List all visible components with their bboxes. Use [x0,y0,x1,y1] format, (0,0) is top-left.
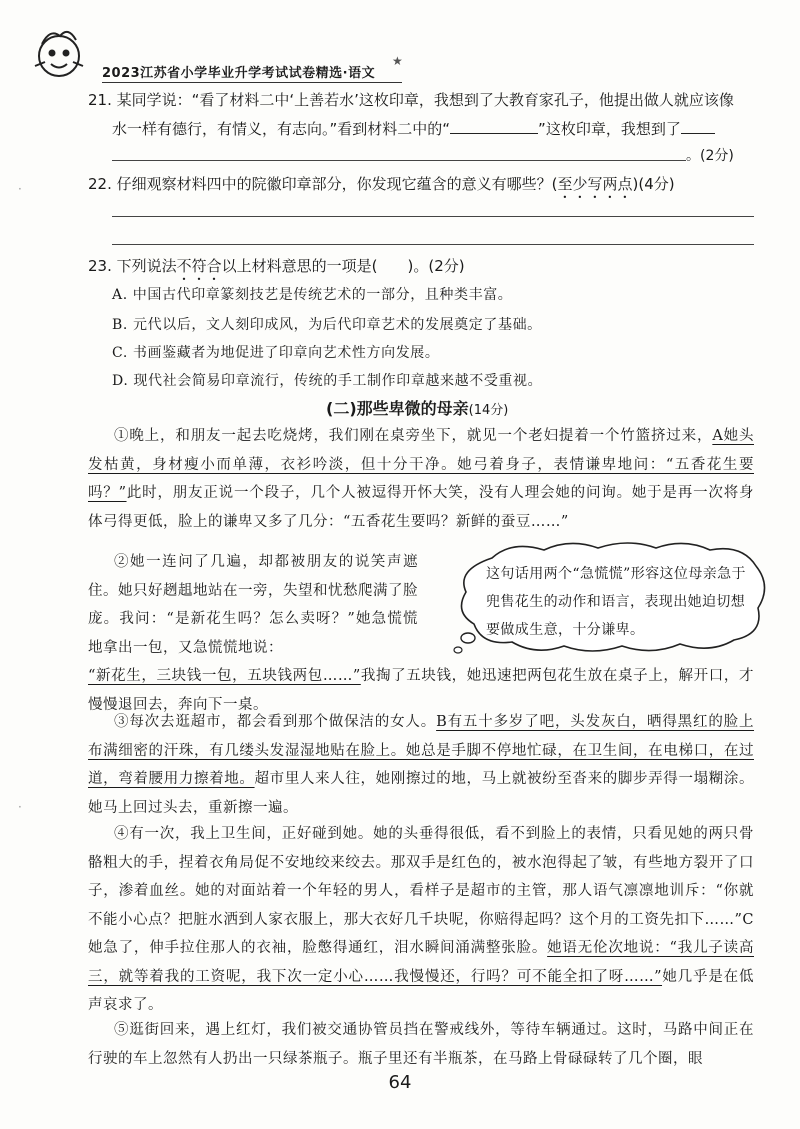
p1-text-a: ①晚上，和朋友一起去吃烧烤，我们刚在桌旁坐下，就见一个老妇提着一个竹篮挤过来， [114,428,713,444]
paragraph-3 [88,708,754,822]
section-title [326,396,508,419]
question-23-emphasis: 不符合 [176,257,222,275]
question-21-line2 [112,115,715,144]
annotation-text: 这句话用两个“急慌慌”形容这位母亲急于兜售花生的动作和语言，表现出她迫切想要做成生意，十分谦卑。 [486,566,746,638]
book-title: 2023江苏省小学毕业升学考试试卷精选·语文 [102,66,376,81]
question-21-end: 。(2分) [686,148,734,164]
paragraph-5 [88,1016,754,1073]
paragraph-4 [88,820,754,1020]
question-22 [88,170,675,202]
header-rule [102,82,402,83]
paragraph-1 [88,422,754,536]
p4-text-a: ④有一次，我上卫生间，正好碰到她。她的头垂得很低，看不到脸上的表情，只看见她的两只骨骼粗大的手，捏着衣角局促不安地绞来绞去。那双手是红色的，被水泡得起了皱，有些地方裂开了口子，渗着血丝。她的对面站着一个年轻的男人，看样子是超市的主管，那人语气凛凛地训斥：“你就不能小心点？把脏水洒到人家衣服上，那大衣好几千块呢，你赔得起吗？这个月的工资先扣下……”C她急了，伸手拉住那人的衣袖，脸憋得通红，泪水瞬间涌满整张脸。 [88,826,754,956]
question-22-score: )(4分) [632,175,675,193]
star-icon: ★ [392,54,403,68]
page-header [20,18,780,88]
p1-text-c: 此时，朋友正说一个段子，几个人被逗得开怀大笑，没有人理会她的问询。她于是再一次将身体弓得更低，脸上的谦卑又多了几分：“五香花生要吗？新鲜的蚕豆……” [88,485,754,530]
p1-sentence-a: A她头发枯黄，身材瘦小而单薄，衣衫吟淡，但十分干净。她弓着身子，表情谦卑地问：“五香花生要吗？” [88,428,754,501]
p3-text-a: ③每次去逛超市，都会看到那个做保洁的女人。 [114,714,437,730]
mascot-logo-icon [30,26,88,84]
question-21-text-a: 21. 某同学说：“看了材料二中‘上善若水’这枚印章，我想到了大教育家孔子，他提出做人就应该像 [88,91,734,109]
answer-line-21[interactable] [112,160,686,161]
question-23-pre: 23. 下列说法 [88,257,177,275]
margin-mark: · [18,182,22,196]
question-23-post: 以上材料意思的一项是( )。(2分) [221,257,465,275]
question-21-line1 [88,86,734,115]
question-23 [88,252,465,284]
p2-sentence-b: “新花生，三块钱一包，五块钱两包……” [88,668,361,684]
p3-text-c: 超市里人来人往，她刚擦过的地，马上就被纷至沓来的脚步弄得一塌糊涂。她马上回过头去，重新擦一遍。 [88,771,755,816]
option-a[interactable]: A. 中国古代印章篆刻技艺是传统艺术的一部分，且种类丰富。 [112,287,513,303]
question-22-text: 22. 仔细观察材料四中的院徽印章部分，你发现它蕴含的意义有哪些？( [88,175,558,193]
answer-line-22a[interactable] [112,216,754,217]
question-22-emphasis: 至少写两点 [557,175,633,193]
section-title-text: (二)那些卑微的母亲 [326,399,469,418]
answer-line-22b[interactable] [112,244,754,245]
option-c[interactable]: C. 书画鉴藏者为地促进了印章向艺术性方向发展。 [112,345,440,361]
p2-text-a: ②她一连问了几遍，却都被朋友的说笑声遮住。她只好趔趄地站在一旁，失望和忧愁爬满了脸庞。我问：“是新花生吗？怎么卖呀？”她急慌慌地拿出一包，又急慌慌地说： [88,554,418,656]
section-score: (14分) [468,403,509,418]
p4-text-c: 她几乎是在低声哀求了。 [88,968,754,1013]
margin-mark: · [18,800,22,814]
option-b[interactable]: B. 元代以后，文人刻印成风，为后代印章艺术的发展奠定了基础。 [112,317,542,333]
answer-blank-tail[interactable] [681,117,715,134]
page-number: 64 [388,1072,412,1093]
p3-sentence-b: B有五十多岁了吧，头发灰白，晒得黑红的脸上布满细密的汗珠，有几缕头发湿湿地贴在脸上。她总是手脚不停地忙碌，在卫生间，在电梯口，在过道，弯着腰用力擦着地。 [88,714,755,787]
p2-text-c: 我掏了五块钱，她迅速把两包花生放在桌子上，解开口，才慢慢退回去，奔向下一桌。 [88,668,754,713]
paragraph-2-wrap [88,548,418,662]
question-21-text-b1: 水一样有德行，有情义，有志向。”看到材料二中的“ [112,120,451,138]
p5-text-a: ⑤逛街回来，遇上红灯，我们被交通协管员挡在警戒线外，等待车辆通过。这时，马路中间正在行驶的车上忽然有人扔出一只绿茶瓶子。瓶子里还有半瓶茶，在马路上骨碌碌转了几个圈，眼 [88,1022,754,1067]
answer-blank-seal[interactable] [450,117,538,134]
option-d[interactable]: D. 现代社会简易印章流行，传统的手工制作印章越来越不受重视。 [112,373,543,389]
question-21-text-b2: ”这枚印章，我想到了 [538,120,681,138]
p4-sentence-b: 她语无伦次地说：“我儿子读高三，就等着我的工资呢，我下次一定小心……我慢慢还，行吗？可不能全扣了呀……” [88,940,754,985]
